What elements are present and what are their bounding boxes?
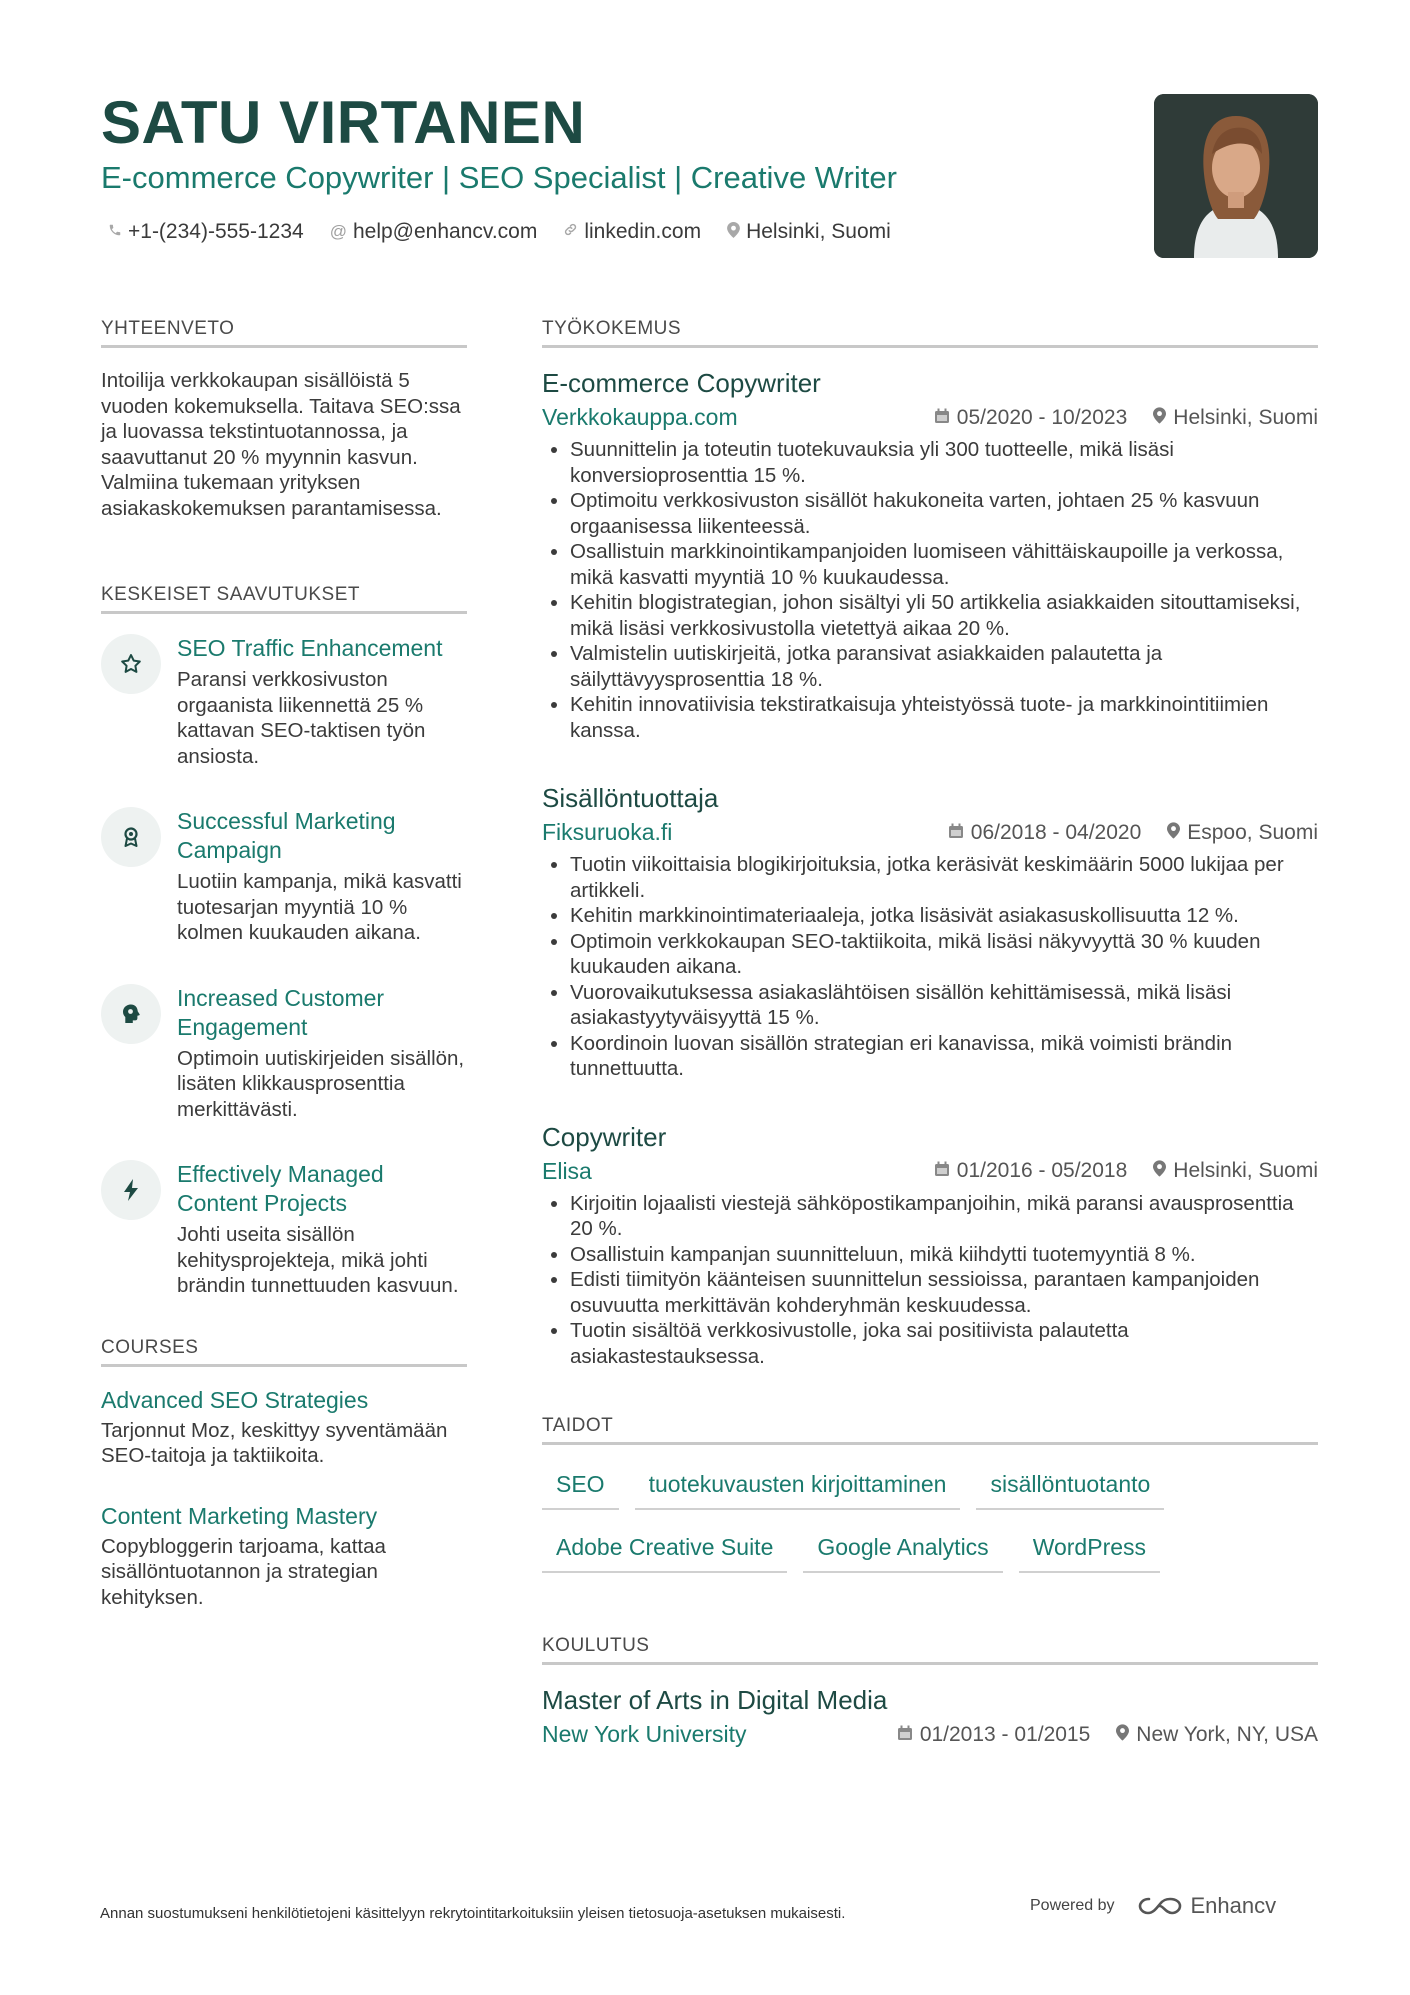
skill-tag: Google Analytics [803, 1528, 1002, 1573]
head-icon [101, 984, 161, 1044]
course-title: Advanced SEO Strategies [101, 1386, 369, 1413]
job-title: Copywriter [542, 1121, 667, 1152]
job-bullets [542, 1191, 1318, 1370]
job-location-text: Helsinki, Suomi [1173, 1159, 1318, 1182]
company-name: Verkkokauppa.com [542, 404, 738, 430]
consent-text: Annan suostumukseni henkilötietojeni käsittelyyn rekrytointitarkoituksiin yleisen tietosuoja-asetuksen mukaisesti. [100, 1905, 846, 1922]
right-column [542, 318, 1318, 1754]
skills-section [542, 1415, 1318, 1573]
course-item [101, 1503, 467, 1611]
skill-tag: Adobe Creative Suite [542, 1528, 787, 1573]
achievement-title: Increased Customer Engagement [177, 984, 385, 1040]
skill-tag: sisällöntuotanto [976, 1465, 1164, 1510]
contact-linkedin[interactable] [563, 220, 701, 244]
skill-tag: tuotekuvausten kirjoittaminen [635, 1465, 961, 1510]
job-bullet: • Kehitin markkinointimateriaaleja, jotka lisäsivät asiakasuskollisuutta 12 %. [570, 903, 1318, 929]
job-bullet: • Osallistuin kampanjan suunnitteluun, mikä kiihdytti tuotemyyntiä 8 %. [570, 1242, 1318, 1268]
achievement-text: Luotiin kampanja, mikä kasvatti tuotesarjan myyntiä 10 % kolmen kuukauden aikana. [177, 870, 462, 944]
course-item [101, 1387, 467, 1469]
course-text: Copybloggerin tarjoama, kattaa sisällöntuotannon ja strategian kehityksen. [101, 1534, 386, 1609]
brand-name: Enhancv [1190, 1893, 1277, 1918]
job-location-text: Espoo, Suomi [1187, 820, 1318, 844]
star-icon [101, 634, 161, 694]
company-name: Elisa [542, 1157, 592, 1184]
achievement-item [101, 984, 467, 1123]
job-location [1153, 406, 1318, 430]
education-dates [897, 1723, 1090, 1747]
course-title: Content Marketing Mastery [101, 1502, 378, 1529]
education-section [542, 1635, 1318, 1748]
job-bullet: • Optimoitu verkkosivuston sisällöt hakukoneita varten, johtaen 25 % kasvuun orgaanisessa liikenteessä. [570, 488, 1318, 539]
job-bullets [542, 437, 1318, 743]
job-location-text: Helsinki, Suomi [1173, 405, 1318, 429]
powered-by-label: Powered by [1030, 1897, 1115, 1914]
education-dates-text: 01/2013 - 01/2015 [919, 1722, 1091, 1746]
achievement-item [101, 634, 467, 769]
job-title: Sisällöntuottaja [542, 783, 719, 813]
summary-heading: YHTEENVETO [101, 318, 467, 348]
education-location [1116, 1723, 1318, 1747]
contact-location-text: Helsinki, Suomi [746, 220, 891, 243]
achievement-text: Paransi verkkosivuston orgaanista liikennettä 25 % kattavan SEO-taktisen työn ansiosta. [177, 668, 426, 768]
job-dates [934, 406, 1127, 430]
tagline: E-commerce Copywriter | SEO Specialist | Creative Writer [101, 160, 897, 195]
calendar-icon [934, 406, 950, 430]
contact-phone[interactable] [108, 220, 304, 244]
company-name: Fiksuruoka.fi [542, 819, 673, 845]
contact-location [727, 220, 891, 244]
bolt-icon [101, 1160, 161, 1220]
education-location-text: New York, NY, USA [1136, 1722, 1318, 1746]
job-bullet: • Osallistuin markkinointikampanjoiden luomiseen vähittäiskaupoille ja verkossa, mikä kasvatti myyntiä 10 % kuukaudessa. [570, 539, 1318, 590]
job-bullet: • Kehitin innovatiivisia tekstiratkaisuja yhteistyössä tuote- ja markkinointitiimien kanssa. [570, 692, 1318, 743]
skill-tag: WordPress [1019, 1528, 1160, 1573]
job-dates-text: 05/2020 - 10/2023 [956, 405, 1128, 429]
job-bullet: • Vuorovaikutuksessa asiakaslähtöisen sisällön kehittämisessä, mikä lisäsi asiakastyytyväisyyttä 15 %. [570, 980, 1318, 1031]
job-dates [934, 1159, 1127, 1183]
job-meta [542, 404, 1318, 431]
job-dates-text: 06/2018 - 04/2020 [970, 820, 1142, 844]
skill-tag: SEO [542, 1465, 619, 1510]
job-bullet: • Koordinoin luovan sisällön strategian eri kanavissa, mikä voimisti brändin tunnettuutta. [570, 1031, 1318, 1082]
enhancv-logo [1137, 1893, 1277, 1919]
achievement-item [101, 807, 467, 946]
skills-heading: TAIDOT [542, 1415, 1318, 1445]
calendar-icon [948, 821, 964, 845]
location-icon [727, 222, 740, 243]
link-icon [563, 222, 578, 242]
calendar-icon [897, 1723, 913, 1747]
achievement-item [101, 1160, 467, 1299]
job-dates-text: 01/2016 - 05/2018 [956, 1159, 1128, 1182]
profile-photo [1154, 94, 1318, 258]
job-meta [542, 819, 1318, 846]
education-meta [542, 1721, 1318, 1748]
location-icon [1153, 406, 1166, 430]
contact-linkedin-text: linkedin.com [584, 220, 702, 243]
contact-phone-text: +1-(234)-555-1234 [128, 220, 304, 243]
contact-email[interactable] [330, 220, 538, 244]
calendar-icon [934, 1159, 950, 1183]
job-location [1167, 821, 1318, 845]
achievement-text: Johti useita sisällön kehitysprojekteja, mikä johti brändin tunnettuuden kasvuun. [177, 1223, 459, 1297]
achievement-text: Optimoin uutiskirjeiden sisällön, lisäten klikkausprosenttia merkittävästi. [177, 1046, 465, 1121]
experience-heading: TYÖKOKEMUS [542, 318, 1318, 348]
location-icon [1167, 821, 1180, 845]
job-entry [542, 783, 1318, 1082]
achievements-heading: KESKEISET SAAVUTUKSET [101, 584, 467, 614]
job-meta [542, 1158, 1318, 1185]
experience-section [542, 318, 1318, 1369]
achievement-title: Effectively Managed Content Projects [177, 1161, 384, 1216]
job-bullet: • Suunnittelin ja toteutin tuotekuvauksia yli 300 tuotteelle, mikä lisäsi konversioprosenttia 15 %. [570, 437, 1318, 488]
job-entry [542, 1122, 1318, 1370]
location-icon [1153, 1159, 1166, 1183]
award-icon [101, 807, 161, 867]
achievement-title: SEO Traffic Enhancement [177, 635, 443, 661]
footer-branding[interactable] [1030, 1893, 1276, 1919]
degree-title: Master of Arts in Digital Media [542, 1685, 888, 1715]
job-bullets [542, 852, 1318, 1082]
courses-heading: COURSES [101, 1337, 467, 1367]
location-icon [1116, 1723, 1129, 1747]
job-bullet: • Kirjoitin lojaalisti viestejä sähköpostikampanjoihin, mikä paransi avausprosenttia 20 %. [570, 1191, 1318, 1242]
job-bullet: • Edisti tiimityön käänteisen suunnittelun sessioissa, parantaen kampanjoiden osuvuutta merkittävän kohderyhmän keskuudessa. [570, 1267, 1318, 1318]
job-title: E-commerce Copywriter [542, 368, 821, 398]
job-entry [542, 368, 1318, 743]
education-heading: KOULUTUS [542, 1635, 1318, 1665]
summary-text: Intoilija verkkokaupan sisällöistä 5 vuoden kokemuksella. Taitava SEO:ssa ja luovassa tekstintuotannossa, ja saavuttanut 20 % myynnin kasvun. Valmiina tukemaan yrityksen asiakaskokemuksen parantamisessa. [101, 369, 461, 520]
job-bullet: • Valmistelin uutiskirjeitä, jotka paransivat asiakkaiden palautetta ja säilyttävyysprosenttia 18 %. [570, 641, 1318, 692]
contact-row [108, 220, 891, 244]
candidate-name: SATU VIRTANEN [101, 89, 586, 156]
achievements-section [101, 584, 467, 1299]
contact-email-text: help@enhancv.com [352, 220, 538, 243]
job-bullet: • Tuotin viikoittaisia blogikirjoituksia, jotka keräsivät keskimäärin 5000 lukijaa per artikkeli. [570, 852, 1318, 903]
at-icon: @ [329, 222, 347, 241]
school-name: New York University [542, 1721, 747, 1747]
courses-section [101, 1337, 467, 1611]
skills-list [542, 1465, 1318, 1573]
phone-icon [108, 222, 122, 242]
job-bullet: • Optimoin verkkokaupan SEO-taktiikoita, mikä lisäsi näkyvyyttä 30 % kuuden kuukauden aikana. [570, 929, 1318, 980]
job-location [1153, 1159, 1318, 1183]
achievement-title: Successful Marketing Campaign [177, 808, 396, 863]
job-dates [948, 821, 1141, 845]
summary-section [101, 318, 467, 521]
course-text: Tarjonnut Moz, keskittyy syventämään SEO-taitoja ja taktiikoita. [101, 1418, 448, 1467]
left-column [101, 318, 467, 1644]
job-bullet: • Tuotin sisältöä verkkosivustolle, joka sai positiivista palautetta asiakastestauksessa. [570, 1318, 1318, 1369]
infinity-icon [1137, 1894, 1183, 1918]
job-bullet: • Kehitin blogistrategian, johon sisältyi yli 50 artikkelia asiakkaiden sitouttamiseksi, mikä lisäsi verkkosivustolla vietettyä aikaa 20 %. [570, 590, 1318, 641]
